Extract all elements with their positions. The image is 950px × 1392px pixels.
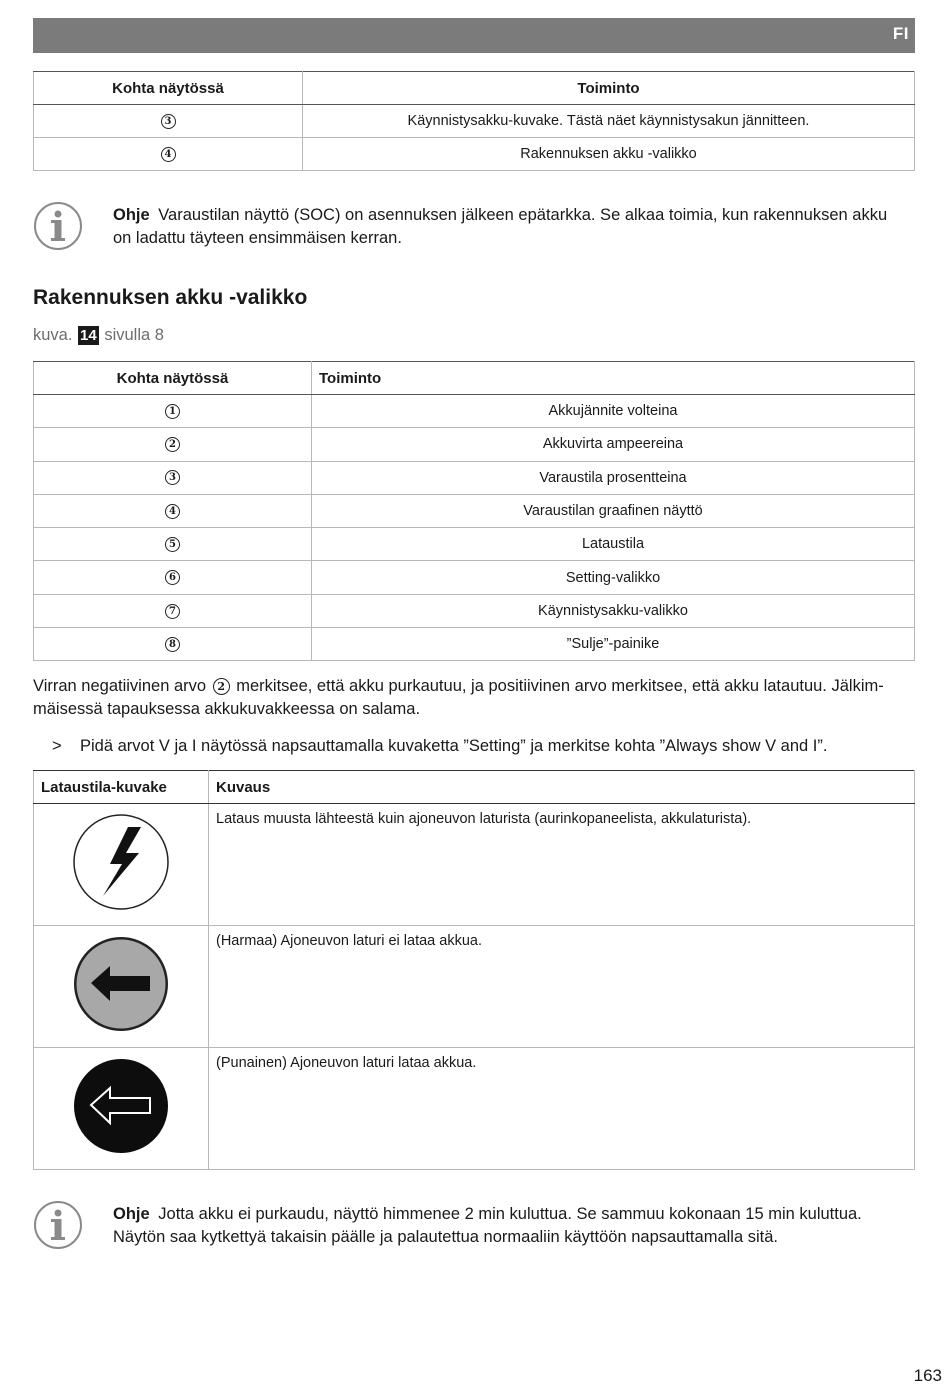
- item-number: 1: [165, 404, 180, 419]
- column-header-item: Kohta näytössä: [34, 72, 303, 105]
- row-text: (Punainen) Ajoneuvon laturi lataa akkua.: [209, 1048, 915, 1170]
- note-text-line1: Jotta akku ei purkaudu, näyttö himmenee 2 min kuluttua. Se sammuu kokonaan 15 min kuluttua.: [158, 1205, 862, 1223]
- row-text: (Harmaa) Ajoneuvon laturi ei lataa akkua.: [209, 926, 915, 1048]
- row-text: Käynnistysakku-valikko: [312, 594, 915, 627]
- table-row: [34, 428, 915, 461]
- table-row: [34, 461, 915, 494]
- para-text-b: merkitsee, että akku purkautuu, ja positiivinen arvo merkitsee, että akku latautuu. Jälkim-: [236, 677, 884, 695]
- table-row: [34, 926, 915, 1048]
- row-text: Käynnistysakku-kuvake. Tästä näet käynnistysakun jännitteen.: [303, 105, 915, 138]
- instruction-text: Pidä arvot V ja I näytössä napsauttamalla kuvaketta ”Setting” ja merkitse kohta ”Always show V and I”.: [80, 737, 828, 755]
- table-row: [34, 494, 915, 527]
- body-paragraph: [33, 675, 915, 721]
- note-text-line2: on ladattu täyteen ensimmäisen kerran.: [113, 229, 402, 247]
- column-header-function: Toiminto: [303, 72, 915, 105]
- table-row: [34, 1048, 915, 1170]
- item-number: 4: [161, 147, 176, 162]
- note-label: Ohje: [113, 1205, 150, 1223]
- table-row: [34, 528, 915, 561]
- row-text: Setting-valikko: [312, 561, 915, 594]
- table-row: [34, 395, 915, 428]
- language-label: FI: [892, 24, 909, 43]
- note-text-line2: Näytön saa kytkettyä takaisin päälle ja palautettua normaaliin käyttöön napsauttamalla sitä.: [113, 1228, 778, 1246]
- row-text: Lataustila: [312, 528, 915, 561]
- gray-arrow-icon: [72, 935, 170, 1033]
- black-arrow-icon: [72, 1057, 170, 1155]
- figure-reference: [33, 326, 164, 345]
- table-display-items-1: [33, 71, 915, 171]
- item-number: 2: [165, 437, 180, 452]
- row-text: Akkujännite volteina: [312, 395, 915, 428]
- item-number: 4: [165, 504, 180, 519]
- caption-prefix: kuva.: [33, 326, 73, 344]
- item-number: 3: [165, 470, 180, 485]
- figure-number-badge: 14: [80, 327, 97, 344]
- section-title: Rakennuksen akku -valikko: [33, 286, 308, 309]
- row-text: ”Sulje”-painike: [312, 628, 915, 661]
- note-box: [33, 201, 915, 251]
- row-text: Varaustilan graafinen näyttö: [312, 494, 915, 527]
- row-text: Rakennuksen akku -valikko: [303, 138, 915, 171]
- row-text: Lataus muusta lähteestä kuin ajoneuvon laturista (aurinkopaneelista, akkulaturista).: [209, 804, 915, 926]
- caption-suffix: sivulla 8: [104, 326, 164, 344]
- para-text-a: Virran negatiivinen arvo: [33, 677, 207, 695]
- item-number: 6: [165, 570, 180, 585]
- column-header-icon: Lataustila-kuvake: [34, 771, 209, 804]
- note-text-line1: Varaustilan näyttö (SOC) on asennuksen jälkeen epätarkka. Se alkaa toimia, kun rakennuksen akku: [158, 206, 888, 224]
- column-header-function: Toiminto: [312, 362, 915, 395]
- note-box: [33, 1200, 915, 1250]
- column-header-item: Kohta näytössä: [34, 362, 312, 395]
- table-charge-status-icons: [33, 770, 915, 1170]
- column-header-description: Kuvaus: [209, 771, 915, 804]
- table-row: [34, 138, 915, 171]
- para-text-line2: mäisessä tapauksessa akkukuvakkeessa on salama.: [33, 700, 421, 718]
- row-text: Varaustila prosentteina: [312, 461, 915, 494]
- table-display-items-2: [33, 361, 915, 661]
- table-row: [34, 105, 915, 138]
- row-text: Akkuvirta ampeereina: [312, 428, 915, 461]
- item-number: 8: [165, 637, 180, 652]
- table-row: [34, 804, 915, 926]
- bullet-marker: >: [52, 737, 62, 755]
- item-number: 5: [165, 537, 180, 552]
- note-label: Ohje: [113, 206, 150, 224]
- item-number: 7: [165, 604, 180, 619]
- header-bar: [33, 18, 915, 53]
- table-row: [34, 561, 915, 594]
- info-icon: [33, 201, 83, 251]
- page-number: 163: [913, 1366, 942, 1385]
- lightning-icon: [72, 813, 170, 911]
- item-number: 3: [161, 114, 176, 129]
- item-number: 2: [213, 678, 230, 695]
- table-row: [34, 594, 915, 627]
- info-icon: [33, 1200, 83, 1250]
- table-row: [34, 628, 915, 661]
